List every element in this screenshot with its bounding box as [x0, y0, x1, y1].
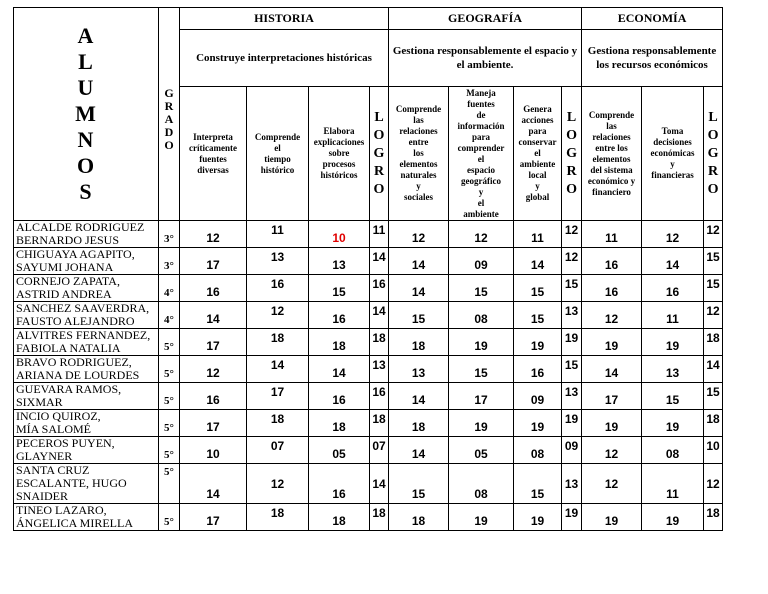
grade-cell-h3: 14: [309, 356, 370, 383]
grade-cell-h3: 16: [309, 383, 370, 410]
student-name-line: GLAYNER: [16, 449, 73, 463]
grade-cell-h2: 18: [247, 504, 309, 531]
student-name-line: INCIO QUIROZ,: [16, 409, 101, 423]
grade-cell-e1: 19: [582, 410, 642, 437]
grade-cell-e2: 11: [642, 464, 704, 504]
grade-cell-e2: 12: [642, 221, 704, 248]
grade-cell-gl: 13: [562, 464, 582, 504]
grade-cell-hl: 16: [370, 275, 389, 302]
student-name-line: CHIGUAYA AGAPITO,: [16, 247, 135, 261]
grade-cell-g1: 13: [389, 356, 449, 383]
header-letter: entre los: [595, 142, 628, 153]
grade-cell-e1: 17: [582, 383, 642, 410]
student-name: [14, 437, 159, 464]
grade-cell-e2: 08: [642, 437, 704, 464]
student-name-line: CORNEJO ZAPATA,: [16, 274, 120, 288]
header-letter: procesos: [322, 159, 356, 169]
grade-cell-e1: 19: [582, 504, 642, 531]
competencia-economia: Gestiona responsablemente los recursos económicos: [582, 30, 723, 87]
table-row: [14, 221, 723, 248]
student-grado: 5°: [159, 410, 180, 437]
grade-cell-h2: 17: [247, 383, 309, 410]
student-name-line: PECEROS PUYEN,: [16, 436, 115, 450]
header-letter: conservar: [518, 137, 557, 147]
grade-cell-g1: 12: [389, 221, 449, 248]
table-row: [14, 302, 723, 329]
header-letter: R: [566, 163, 577, 179]
header-letter: financiero: [592, 186, 631, 197]
header-letter: R: [373, 163, 385, 179]
header-letter: Maneja: [466, 87, 496, 98]
grade-cell-el: 18: [704, 329, 723, 356]
capacidad-g2: [449, 87, 514, 221]
header-letter: entre: [408, 137, 429, 147]
grade-cell-g3: 19: [514, 504, 562, 531]
student-grado: 3°: [159, 221, 180, 248]
grade-cell-h1: 16: [180, 383, 247, 410]
student-name-line: SANCHEZ SAAVERDRA,: [16, 301, 150, 315]
grade-cell-g3: 16: [514, 356, 562, 383]
header-letter: y: [535, 181, 540, 191]
grade-cell-e1: 12: [582, 302, 642, 329]
header-letter: L: [566, 109, 577, 125]
grade-cell-h1: 17: [180, 504, 247, 531]
header-letter: explicaciones: [313, 137, 365, 147]
grade-cell-gl: 13: [562, 302, 582, 329]
header-letter: para: [528, 126, 547, 136]
student-name-line: FAUSTO ALEJANDRO: [16, 314, 135, 328]
grade-cell-e2: 11: [642, 302, 704, 329]
header-letter: de: [476, 109, 486, 120]
student-name-line: ALVITRES FERNANDEZ,: [16, 328, 151, 342]
grade-cell-g1: 15: [389, 464, 449, 504]
table-row: [14, 248, 723, 275]
student-name: [14, 302, 159, 329]
header-letter: sociales: [404, 192, 433, 202]
grade-cell-e2: 15: [642, 383, 704, 410]
student-name-line: TINEO LAZARO,: [16, 503, 107, 517]
header-letter: sobre: [328, 148, 350, 158]
grade-cell-el: 14: [704, 356, 723, 383]
grade-cell-el: 12: [704, 302, 723, 329]
capacidad-e1: [582, 87, 642, 221]
grade-cell-g3: 14: [514, 248, 562, 275]
grade-cell-g2: 08: [449, 464, 514, 504]
grade-cell-el: 12: [704, 464, 723, 504]
grade-cell-hl: 14: [370, 464, 389, 504]
header-letter: O: [373, 181, 385, 197]
table-row: [14, 410, 723, 437]
student-name: [14, 383, 159, 410]
student-name: [14, 410, 159, 437]
student-name-line: SAYUMI JOHANA: [16, 260, 114, 274]
student-name-line: ALCALDE RODRIGUEZ: [16, 220, 145, 234]
grade-cell-h3: 05: [309, 437, 370, 464]
header-letter: el: [534, 148, 541, 158]
grade-cell-h1: 14: [180, 464, 247, 504]
grade-cell-gl: 19: [562, 329, 582, 356]
student-grado: 5°: [159, 464, 180, 504]
student-name: [14, 504, 159, 531]
student-name: [14, 275, 159, 302]
student-name: [14, 329, 159, 356]
header-letter: geográfico: [461, 175, 501, 186]
student-name: [14, 221, 159, 248]
grade-cell-g1: 14: [389, 275, 449, 302]
grade-cell-e2: 16: [642, 275, 704, 302]
student-name: [14, 356, 159, 383]
grade-cell-h2: 16: [247, 275, 309, 302]
grade-cell-e2: 19: [642, 410, 704, 437]
grade-cell-h1: 12: [180, 356, 247, 383]
header-letter: elementos: [592, 153, 631, 164]
header-letter: y: [478, 186, 484, 197]
grade-cell-e1: 19: [582, 329, 642, 356]
header-letter: financieras: [651, 170, 694, 180]
header-letter: G: [373, 145, 385, 161]
header-letter: U: [77, 75, 95, 100]
grade-cell-e1: 12: [582, 464, 642, 504]
student-name-line: MÍA SALOMÉ: [16, 422, 92, 436]
grade-cell-hl: 18: [370, 329, 389, 356]
grade-cell-g2: 08: [449, 302, 514, 329]
header-letter: Elabora: [323, 126, 355, 136]
grade-cell-e1: 14: [582, 356, 642, 383]
grade-cell-g3: 15: [514, 464, 562, 504]
header-letter: económico y: [587, 175, 636, 186]
grade-cell-g1: 18: [389, 410, 449, 437]
header-letter: L: [78, 49, 94, 74]
header-letter: histórico: [260, 164, 295, 175]
grade-cell-g2: 19: [449, 410, 514, 437]
header-letter: el: [477, 197, 485, 208]
area-historia: HISTORIA: [180, 8, 389, 30]
grade-cell-e1: 16: [582, 248, 642, 275]
grade-cell-h1: 16: [180, 275, 247, 302]
grade-cell-h3: 13: [309, 248, 370, 275]
header-letter: L: [374, 109, 384, 125]
grade-cell-g1: 18: [389, 329, 449, 356]
grade-cell-el: 10: [704, 437, 723, 464]
header-letter: Toma: [661, 126, 684, 136]
header-letter: O: [707, 181, 719, 197]
grade-cell-h3: 18: [309, 410, 370, 437]
student-name-line: BRAVO RODRIGUEZ,: [16, 355, 132, 369]
grade-cell-e2: 14: [642, 248, 704, 275]
header-letter: O: [373, 127, 385, 143]
grade-cell-g2: 19: [449, 329, 514, 356]
grade-cell-hl: 18: [370, 504, 389, 531]
header-letter: ambiente: [519, 159, 556, 169]
header-letter: relaciones: [592, 131, 631, 142]
grade-cell-h3: 18: [309, 329, 370, 356]
student-grado: 5°: [159, 356, 180, 383]
grade-cell-g3: 15: [514, 302, 562, 329]
grade-cell-hl: 18: [370, 410, 389, 437]
grade-cell-h3: 16: [309, 464, 370, 504]
grade-cell-h2: 12: [247, 302, 309, 329]
header-letter: fuentes: [199, 153, 227, 164]
grade-cell-g1: 15: [389, 302, 449, 329]
header-letter: acciones: [521, 115, 554, 125]
header-letter: Comprende: [395, 104, 442, 114]
grade-cell-h1: 17: [180, 329, 247, 356]
student-grado: 3°: [159, 248, 180, 275]
alumnos-header: [14, 8, 159, 221]
header-letter: global: [525, 192, 550, 202]
student-grado: 4°: [159, 275, 180, 302]
grade-cell-h2: 12: [247, 464, 309, 504]
header-letter: S: [79, 179, 93, 204]
grade-cell-hl: 16: [370, 383, 389, 410]
grades-table: [13, 7, 723, 531]
competencia-historia: Construye interpretaciones históricas: [180, 30, 389, 87]
header-letter: tiempo: [264, 153, 291, 164]
grade-cell-g3: 19: [514, 410, 562, 437]
grade-cell-g3: 15: [514, 275, 562, 302]
header-letter: O: [76, 153, 96, 178]
grade-cell-h2: 13: [247, 248, 309, 275]
grade-cell-h2: 14: [247, 356, 309, 383]
student-name-line: SANTA CRUZ: [16, 463, 90, 477]
grade-cell-h1: 14: [180, 302, 247, 329]
header-letter: N: [77, 127, 95, 152]
grade-cell-gl: 15: [562, 275, 582, 302]
competencia-geografia: Gestiona responsablemente el espacio y el ambiente.: [389, 30, 582, 87]
header-letter: O: [164, 138, 174, 152]
student-grado: 5°: [159, 504, 180, 531]
grade-cell-hl: 07: [370, 437, 389, 464]
student-name-line: SIXMAR: [16, 395, 63, 409]
header-letter: A: [164, 112, 174, 126]
grade-cell-g3: 11: [514, 221, 562, 248]
grade-cell-g2: 17: [449, 383, 514, 410]
header-letter: G: [164, 86, 174, 100]
header-letter: los: [413, 148, 424, 158]
student-name-line: FABIOLA NATALIA: [16, 341, 121, 355]
header-letter: O: [707, 127, 719, 143]
grade-cell-el: 15: [704, 383, 723, 410]
grade-cell-gl: 12: [562, 248, 582, 275]
grade-cell-h1: 17: [180, 410, 247, 437]
grade-cell-e2: 19: [642, 329, 704, 356]
grade-cell-h3: 10: [309, 221, 370, 248]
header-letter: fuentes: [467, 98, 495, 109]
grade-cell-gl: 15: [562, 356, 582, 383]
grade-cell-el: 18: [704, 504, 723, 531]
grade-cell-g2: 05: [449, 437, 514, 464]
student-name-line: SNAIDER: [16, 489, 69, 503]
header-letter: Comprende: [588, 109, 635, 120]
grade-cell-hl: 14: [370, 248, 389, 275]
capacidad-g1: [389, 87, 449, 221]
table-row: [14, 356, 723, 383]
student-name-line: ESCALANTE, HUGO: [16, 476, 127, 490]
header-letter: Genera: [523, 104, 552, 114]
capacidad-g3: [514, 87, 562, 221]
header-letter: información: [457, 120, 505, 131]
header-letter: económicas: [650, 148, 695, 158]
grado-header: [159, 8, 180, 221]
grade-cell-e1: 16: [582, 275, 642, 302]
area-economia: ECONOMÍA: [582, 8, 723, 30]
header-letter: Interpreta: [193, 131, 233, 142]
capacidad-h3: [309, 87, 370, 221]
student-name-line: BERNARDO JESUS: [16, 233, 120, 247]
header-letter: espacio: [467, 164, 495, 175]
header-letter: local: [528, 170, 547, 180]
student-name: [14, 464, 159, 504]
grade-cell-g3: 09: [514, 383, 562, 410]
grade-cell-gl: 13: [562, 383, 582, 410]
header-letter: O: [566, 181, 577, 197]
grade-cell-hl: 14: [370, 302, 389, 329]
header-letter: el: [274, 142, 281, 153]
header-letter: las: [413, 115, 424, 125]
grade-cell-h2: 07: [247, 437, 309, 464]
student-grado: 5°: [159, 383, 180, 410]
header-letter: decisiones: [653, 137, 692, 147]
header-letter: naturales: [400, 170, 437, 180]
grade-cell-el: 15: [704, 275, 723, 302]
student-name: [14, 248, 159, 275]
grade-cell-hl: 13: [370, 356, 389, 383]
table-row: [14, 329, 723, 356]
student-grado: 5°: [159, 329, 180, 356]
grade-cell-g2: 19: [449, 504, 514, 531]
student-name-line: ASTRID ANDREA: [16, 287, 112, 301]
grade-cell-h2: 18: [247, 410, 309, 437]
table-row: [14, 383, 723, 410]
capacidad-h1: [180, 87, 247, 221]
grade-cell-h1: 10: [180, 437, 247, 464]
grade-cell-g2: 09: [449, 248, 514, 275]
capacidad-h2: [247, 87, 309, 221]
grade-cell-e2: 19: [642, 504, 704, 531]
header-letter: del sistema: [590, 164, 633, 175]
table-row: [14, 504, 723, 531]
grade-cell-hl: 11: [370, 221, 389, 248]
student-name-line: GUEVARA RAMOS,: [16, 382, 122, 396]
logro-economia-header: [704, 87, 723, 221]
header-letter: G: [707, 145, 719, 161]
header-letter: elementos: [399, 159, 438, 169]
grade-cell-h1: 12: [180, 221, 247, 248]
grade-cell-gl: 19: [562, 410, 582, 437]
header-letter: relaciones: [399, 126, 438, 136]
student-grado: 5°: [159, 437, 180, 464]
grade-cell-g1: 14: [389, 437, 449, 464]
grade-cell-g3: 08: [514, 437, 562, 464]
grade-cell-el: 15: [704, 248, 723, 275]
grade-cell-e2: 13: [642, 356, 704, 383]
grade-cell-h3: 15: [309, 275, 370, 302]
grade-cell-g2: 15: [449, 356, 514, 383]
header-letter: R: [707, 163, 719, 179]
header-letter: M: [75, 101, 97, 126]
header-letter: para: [472, 131, 490, 142]
grade-cell-el: 18: [704, 410, 723, 437]
table-row: [14, 275, 723, 302]
grade-cell-el: 12: [704, 221, 723, 248]
header-letter: críticamente: [189, 142, 237, 153]
grade-cell-e1: 11: [582, 221, 642, 248]
logro-historia-header: [370, 87, 389, 221]
grade-cell-g1: 14: [389, 383, 449, 410]
header-letter: el: [477, 153, 485, 164]
header-letter: D: [164, 125, 174, 139]
header-letter: ambiente: [463, 208, 499, 219]
table-row: [14, 437, 723, 464]
capacidad-e2: [642, 87, 704, 221]
header-letter: históricos: [320, 170, 358, 180]
student-name-line: ARIANA DE LOURDES: [16, 368, 140, 382]
header-letter: Comprende: [254, 131, 301, 142]
header-letter: diversas: [197, 164, 229, 175]
grade-cell-h3: 18: [309, 504, 370, 531]
grade-cell-h2: 11: [247, 221, 309, 248]
header-letter: A: [77, 23, 95, 48]
header-letter: y: [416, 181, 421, 191]
grade-cell-g2: 15: [449, 275, 514, 302]
header-letter: comprender: [457, 142, 505, 153]
header-letter: G: [566, 145, 577, 161]
grade-cell-h3: 16: [309, 302, 370, 329]
logro-geografia-header: [562, 87, 582, 221]
grade-cell-gl: 19: [562, 504, 582, 531]
grade-cell-g1: 18: [389, 504, 449, 531]
grade-cell-h1: 17: [180, 248, 247, 275]
grade-cell-h2: 18: [247, 329, 309, 356]
area-geografia: GEOGRAFÍA: [389, 8, 582, 30]
grade-cell-g2: 12: [449, 221, 514, 248]
table-row: [14, 464, 723, 504]
grade-cell-g3: 19: [514, 329, 562, 356]
header-letter: y: [670, 159, 675, 169]
grade-cell-gl: 12: [562, 221, 582, 248]
grade-cell-gl: 09: [562, 437, 582, 464]
header-letter: O: [566, 127, 577, 143]
grade-cell-g1: 14: [389, 248, 449, 275]
student-name-line: ÁNGELICA MIRELLA: [16, 516, 133, 530]
student-grado: 4°: [159, 302, 180, 329]
header-letter: R: [164, 99, 174, 113]
header-letter: L: [708, 109, 718, 125]
header-letter: las: [606, 120, 617, 131]
grade-cell-e1: 12: [582, 437, 642, 464]
